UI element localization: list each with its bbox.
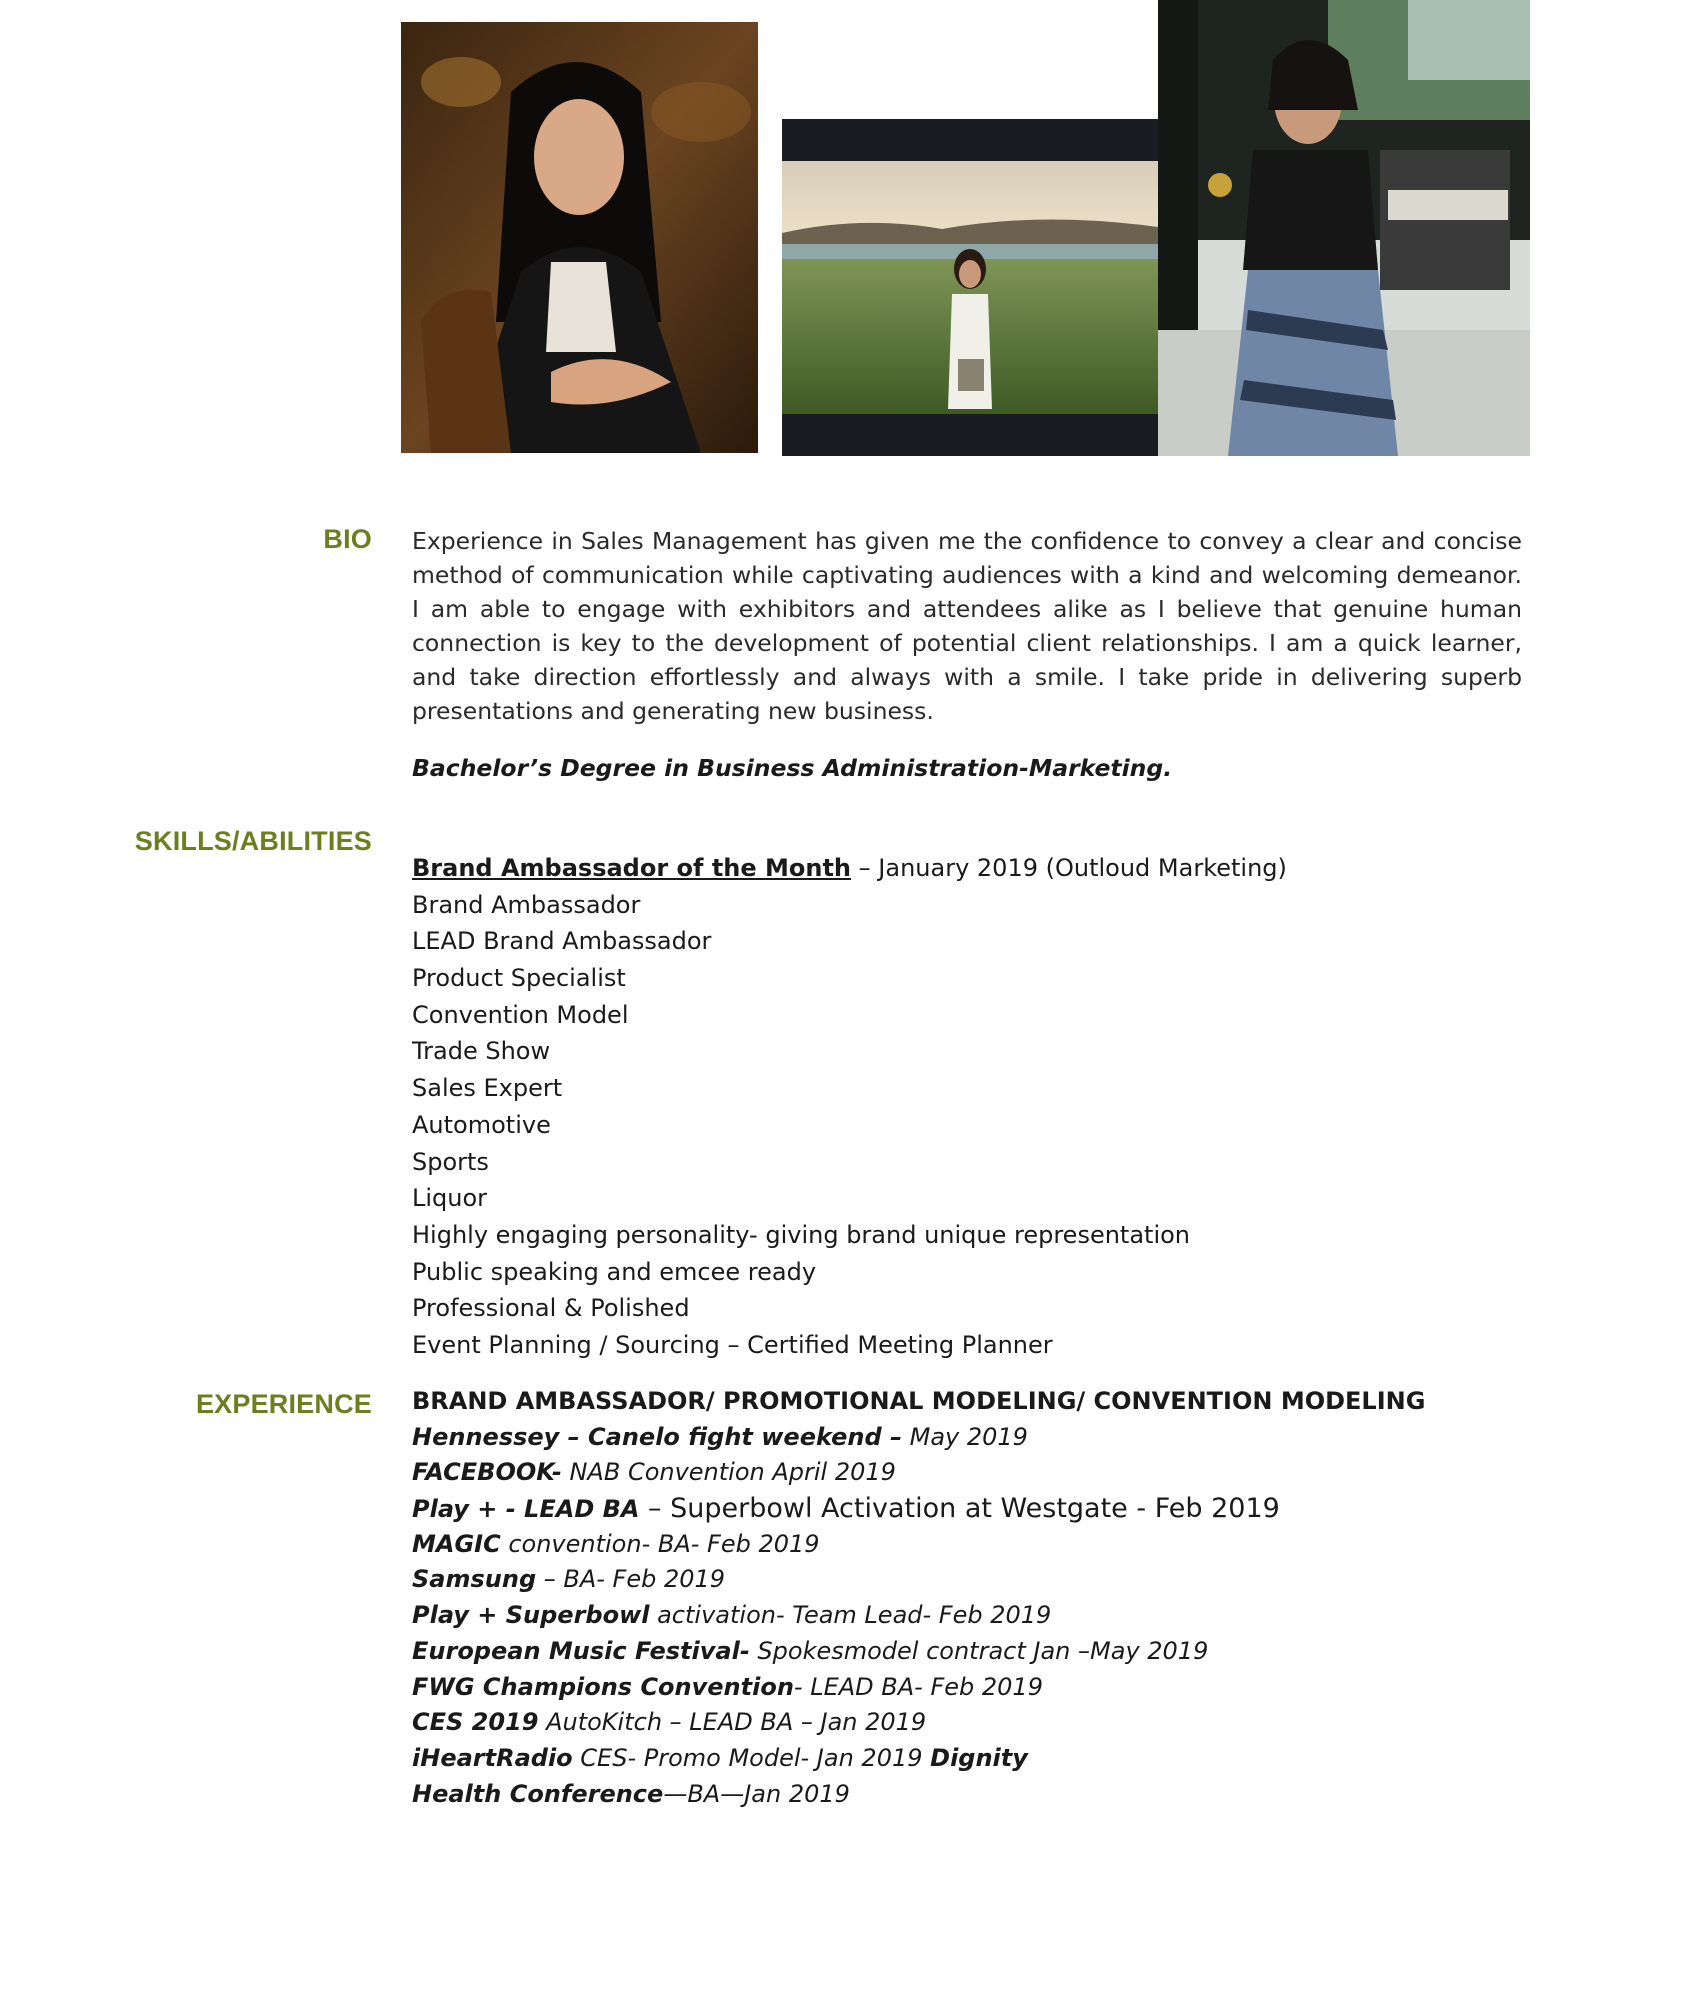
entry-detail: —BA—Jan 2019 xyxy=(663,1779,850,1808)
entry-title: Hennessey – Canelo fight weekend – xyxy=(412,1422,902,1451)
experience-section-label: EXPERIENCE xyxy=(195,1389,372,1419)
entry-title: FACEBOOK- xyxy=(412,1458,562,1487)
entry-detail: May 2019 xyxy=(901,1422,1028,1451)
award-line xyxy=(412,850,1287,887)
skill-item: Public speaking and emcee ready xyxy=(412,1257,817,1286)
experience-entry xyxy=(412,1562,1425,1598)
skill-item: Sports xyxy=(412,1147,489,1176)
skill-item: Brand Ambassador xyxy=(412,890,641,919)
patio-photo xyxy=(1158,0,1530,456)
award-detail: – January 2019 (Outloud Marketing) xyxy=(851,854,1287,882)
entry-title: European Music Festival- xyxy=(412,1636,750,1665)
experience-entry xyxy=(412,1598,1425,1634)
entry-title: Health Conference xyxy=(412,1779,664,1808)
entry-title: CES 2019 xyxy=(412,1708,539,1737)
skills-section-label: SKILLS/ABILITIES xyxy=(134,826,372,856)
skill-item: Highly engaging personality- giving brand unique representation xyxy=(412,1220,1191,1249)
experience-entry xyxy=(412,1491,1425,1527)
experience-entry xyxy=(412,1420,1425,1456)
entry-title: Play + Superbowl xyxy=(412,1601,650,1630)
entry-detail: – BA- Feb 2019 xyxy=(536,1565,726,1594)
experience-entry xyxy=(412,1634,1425,1670)
entry-title: Samsung xyxy=(412,1565,537,1594)
entry-detail: AutoKitch – LEAD BA – Jan 2019 xyxy=(538,1708,927,1737)
bio-section-label: BIO xyxy=(323,524,372,554)
experience-entry xyxy=(412,1527,1425,1563)
entry-detail: – Superbowl Activation at Westgate - Feb 2019 xyxy=(639,1493,1280,1525)
entry-detail: CES- Promo Model- Jan 2019 xyxy=(572,1743,931,1772)
experience-entry xyxy=(412,1705,1425,1741)
skills-list xyxy=(412,850,1287,1364)
portrait-photo xyxy=(401,22,758,453)
skill-item: Professional & Polished xyxy=(412,1294,690,1323)
entry-title: FWG Champions Convention xyxy=(412,1672,794,1701)
entry-title-continued: Dignity xyxy=(930,1743,1028,1772)
experience-header: BRAND AMBASSADOR/ PROMOTIONAL MODELING/ CONVENTION MODELING xyxy=(412,1387,1426,1415)
entry-detail: NAB Convention April 2019 xyxy=(561,1458,896,1487)
skill-item: Liquor xyxy=(412,1184,488,1213)
skill-item: Sales Expert xyxy=(412,1074,563,1103)
entry-title: iHeartRadio xyxy=(412,1743,573,1772)
skill-item: LEAD Brand Ambassador xyxy=(412,927,712,956)
bio-paragraph: Experience in Sales Management has given me the confidence to convey a clear and concise method of communication while captivating audiences with a kind and welcoming demeanor. I am able to engage with exhibitors and attendees alike as I believe that genuine human connection is key to the development of potential client relationships. I am a quick learner, and take direction effortlessly and always with a smile. I take pride in delivering superb presentations and generating new business. xyxy=(412,527,1522,725)
experience-entry xyxy=(412,1670,1425,1706)
golf-course-photo xyxy=(782,119,1158,456)
skill-item: Product Specialist xyxy=(412,964,626,993)
entry-detail: Spokesmodel contract Jan –May 2019 xyxy=(749,1636,1209,1665)
skill-item: Event Planning / Sourcing – Certified Meeting Planner xyxy=(412,1330,1053,1359)
entry-title: MAGIC xyxy=(412,1529,501,1558)
experience-entry xyxy=(412,1455,1425,1491)
entry-title: Play + - LEAD BA xyxy=(412,1495,640,1524)
entry-detail: - LEAD BA- Feb 2019 xyxy=(793,1672,1043,1701)
skill-item: Automotive xyxy=(412,1110,551,1139)
entry-detail: convention- BA- Feb 2019 xyxy=(500,1529,820,1558)
skill-item: Convention Model xyxy=(412,1000,629,1029)
skill-item: Trade Show xyxy=(412,1037,551,1066)
entry-detail: activation- Team Lead- Feb 2019 xyxy=(649,1601,1052,1630)
experience-list xyxy=(412,1384,1425,1812)
experience-entry xyxy=(412,1741,1425,1777)
award-title: Brand Ambassador of the Month xyxy=(412,854,852,882)
experience-entry xyxy=(412,1777,1425,1813)
degree-line: Bachelor’s Degree in Business Administration-Marketing. xyxy=(412,754,1173,782)
